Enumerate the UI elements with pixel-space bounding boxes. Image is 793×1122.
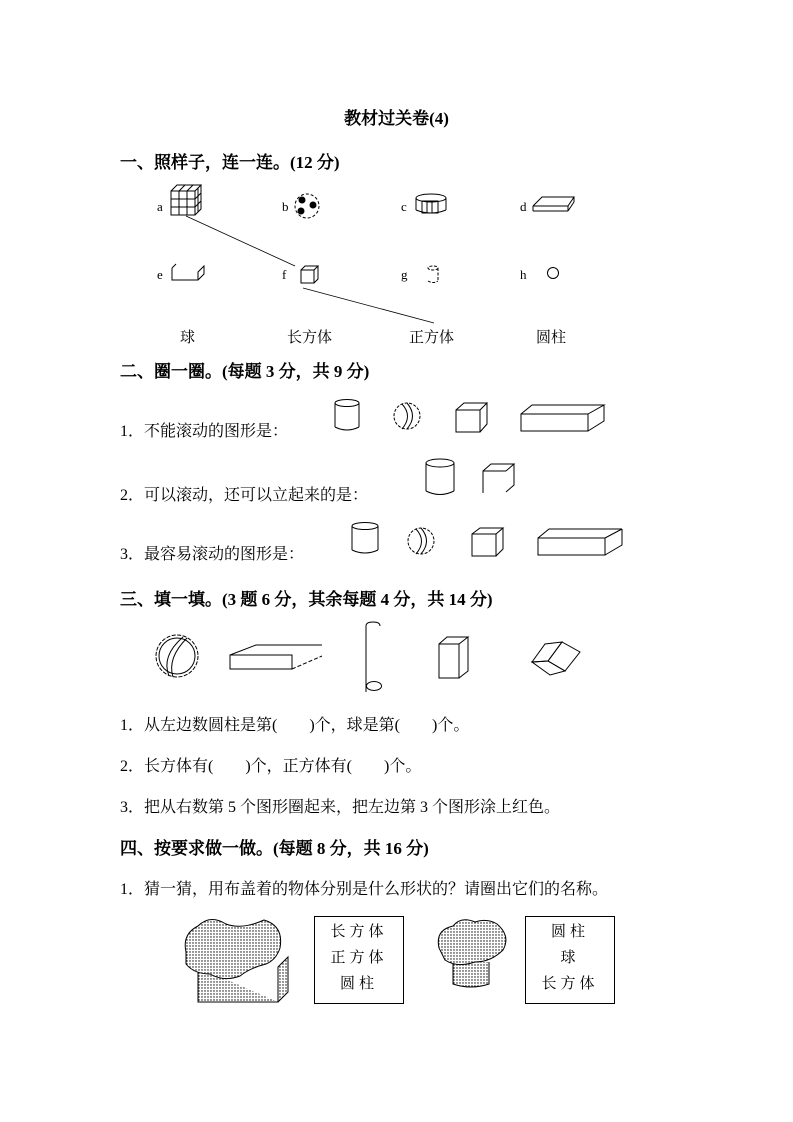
section1-heading: 一、照样子，连一连。(12 分) — [120, 153, 340, 172]
shape-label-h: h — [520, 267, 527, 282]
section3-question-1: 1．从左边数圆柱是第( )个，球是第( )个。 — [120, 717, 470, 734]
option-ball[interactable]: 球 — [560, 950, 580, 966]
shape-label-a: a — [157, 199, 163, 214]
cylinder-icon[interactable] — [334, 399, 362, 433]
shape-label-g: g — [401, 267, 408, 282]
cube-icon[interactable] — [482, 463, 518, 495]
category-cylinder[interactable]: 圆柱 — [536, 330, 567, 346]
tall-cylinder-icon[interactable] — [365, 622, 387, 694]
sphere-icon[interactable] — [393, 402, 423, 432]
cuboid-icon[interactable] — [537, 528, 625, 558]
section2-heading: 二、圈一圈。(每题 3 分，共 9 分) — [120, 362, 370, 381]
cube-icon[interactable] — [471, 527, 507, 557]
section3-heading: 三、填一填。(3 题 6 分，其余每题 4 分，共 14 分) — [120, 590, 493, 609]
cylinder-icon[interactable] — [425, 458, 457, 498]
section2-question-3: 3．最容易滚动的图形是： — [120, 546, 305, 563]
section3-question-3: 3．把从右数第 5 个图形圈起来，把左边第 3 个图形涂上红色。 — [120, 799, 561, 816]
choice-box-2 — [525, 916, 615, 1004]
section2-question-1: 1．不能滚动的图形是： — [120, 423, 289, 440]
sphere-icon[interactable] — [406, 527, 438, 557]
covered-cylinder-icon — [435, 916, 513, 988]
option-cylinder[interactable]: 圆柱 — [339, 976, 378, 992]
shape-label-d: d — [520, 199, 527, 214]
shape-label-c: c — [401, 199, 407, 214]
section4-question-1: 1．猜一猜，用布盖着的物体分别是什么形状的？请圈出它们的名称。 — [120, 881, 609, 898]
option-cylinder[interactable]: 圆柱 — [550, 924, 589, 940]
option-cuboid[interactable]: 长方体 — [330, 924, 388, 940]
cylinder-icon[interactable] — [351, 522, 381, 556]
option-cube[interactable]: 正方体 — [330, 950, 388, 966]
flat-cuboid-icon[interactable] — [229, 644, 325, 672]
example-connector-lines — [0, 0, 793, 340]
section2-question-2: 2．可以滚动，还可以立起来的是： — [120, 487, 369, 504]
cuboid-icon[interactable] — [438, 636, 476, 680]
page-title: 教材过关卷(4) — [344, 109, 449, 128]
covered-cuboid-icon — [180, 912, 292, 1004]
shape-label-b: b — [282, 199, 289, 214]
cube-icon[interactable] — [455, 402, 489, 434]
option-cuboid[interactable]: 长方体 — [541, 976, 599, 992]
shape-label-f: f — [282, 267, 287, 282]
sphere-icon[interactable] — [155, 634, 201, 680]
category-ball[interactable]: 球 — [180, 330, 196, 346]
choice-box-1 — [314, 916, 404, 1004]
tilted-cube-icon[interactable] — [528, 639, 588, 681]
shape-label-e: e — [157, 267, 163, 282]
category-cuboid[interactable]: 长方体 — [287, 330, 333, 346]
cuboid-icon[interactable] — [520, 404, 606, 434]
category-cube[interactable]: 正方体 — [409, 330, 455, 346]
section3-question-2: 2．长方体有( )个，正方体有( )个。 — [120, 758, 422, 775]
section4-heading: 四、按要求做一做。(每题 8 分，共 16 分) — [120, 839, 429, 858]
